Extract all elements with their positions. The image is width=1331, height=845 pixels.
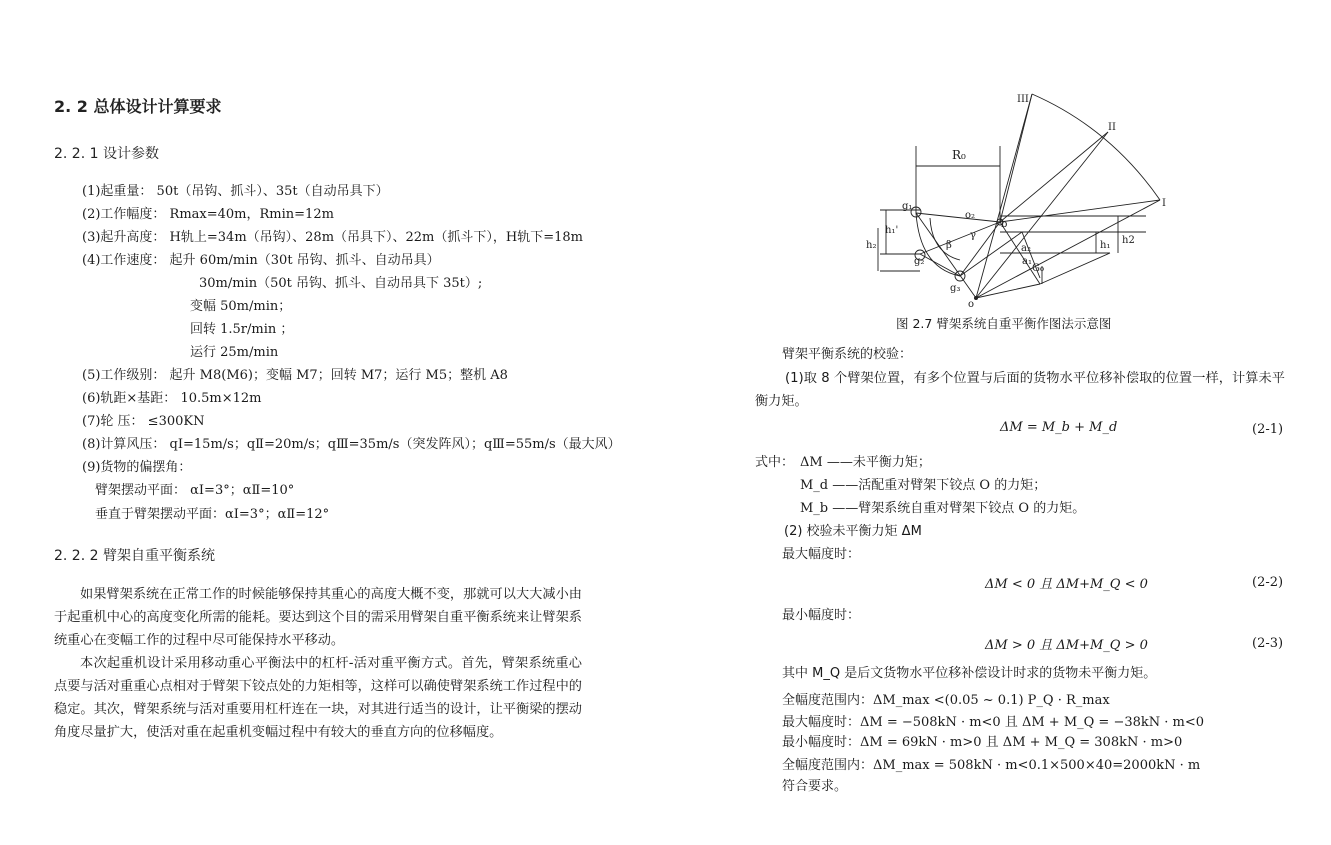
min-label: 最小幅度时： bbox=[782, 608, 861, 623]
body-paragraph: 如果臂架系统在正常工作的时候能够保持其重心的高度大概不变，那就可以大大减小由于起重机中心的高度变化所需的能耗。要达到这个目的需采用臂架自重平衡系统来让臂架系统重心在变幅工作的过程中尽可能保持水平移动。 bbox=[54, 587, 582, 648]
param-line: (9)货物的偏摆角： bbox=[82, 460, 192, 475]
equation-number: (2-3) bbox=[1252, 636, 1284, 651]
param-line: 运行 25m/min bbox=[190, 345, 279, 360]
svg-text:II: II bbox=[1108, 122, 1116, 133]
svg-text:g₁: g₁ bbox=[902, 201, 913, 212]
svg-text:III: III bbox=[1017, 94, 1029, 105]
param-line: (7)轮 压： ≤300KN bbox=[82, 414, 205, 429]
where-definition: M_d ——活配重对臂架下铰点 O 的力矩； bbox=[800, 478, 1047, 493]
svg-text:h₁': h₁' bbox=[885, 225, 899, 236]
param-line: (5)工作级别： 起升 M8(M6)；变幅 M7；回转 M7；运行 M5；整机 A8 bbox=[82, 368, 508, 383]
item1-text: (1)取 8 个臂架位置，有多个位置与后面的货物水平位移补偿取的位置一样，计算未平衡力矩。 bbox=[755, 371, 1285, 409]
svg-text:g₂: g₂ bbox=[914, 256, 925, 267]
equation-2-3: ΔM > 0 且 ΔM+M_Q > 0 bbox=[985, 638, 1148, 653]
param-line: (6)轨距×基距： 10.5m×12m bbox=[82, 391, 262, 406]
svg-text:o: o bbox=[968, 299, 975, 310]
boom-balance-diagram bbox=[860, 88, 1180, 310]
svg-text:G₀: G₀ bbox=[1032, 263, 1044, 274]
svg-text:h2: h2 bbox=[1122, 235, 1135, 246]
svg-text:γ: γ bbox=[970, 230, 976, 241]
subsection-title-params: 2. 2. 1 设计参数 bbox=[54, 146, 159, 162]
param-line: (3)起升高度： H轨上=34m（吊钩）、28m（吊具下）、22m（抓斗下），H轨下=18m bbox=[82, 230, 583, 245]
svg-text:a₂: a₂ bbox=[1021, 243, 1031, 254]
param-line: 垂直于臂架摆动平面：αⅠ=3°；αⅡ=12° bbox=[95, 507, 330, 522]
svg-text:I: I bbox=[1162, 198, 1166, 209]
equation-2-1: ΔM = M_b + M_d bbox=[1000, 420, 1118, 435]
subsection-title-balance: 2. 2. 2 臂架自重平衡系统 bbox=[54, 548, 215, 564]
result-line: 全幅度范围内：ΔM_max = 508kN · m<0.1×500×40=2000kN · m bbox=[782, 758, 1201, 773]
body-paragraph: 本次起重机设计采用移动重心平衡法中的杠杆-活对重平衡方式。首先，臂架系统重心点要与活对重重心点相对于臂架下铰点处的力矩相等，这样可以确使臂架系统工作过程中的稳定。其次，臂架系统与活对重要用杠杆连在一块，对其进行适当的设计，让平衡梁的摆动角度尽量扩大，使活对重在起重机变幅过程中有较大的垂直方向的位移幅度。 bbox=[54, 656, 582, 740]
param-line: 30m/min（50t 吊钩、抓斗、自动吊具下 35t）; bbox=[199, 276, 483, 291]
param-line: (1)起重量： 50t（吊钩、抓斗）、35t（自动吊具下） bbox=[82, 184, 389, 199]
section-title: 2. 2 总体设计计算要求 bbox=[54, 97, 222, 116]
param-line: 臂架摆动平面： αⅠ=3°；αⅡ=10° bbox=[95, 483, 295, 498]
param-line: (2)工作幅度： Rmax=40m，Rmin=12m bbox=[82, 207, 334, 222]
svg-text:o₂: o₂ bbox=[965, 210, 976, 221]
param-line: 回转 1.5r/min ； bbox=[190, 322, 294, 337]
conclusion-text: 符合要求。 bbox=[782, 779, 848, 794]
max-label: 最大幅度时： bbox=[782, 547, 861, 562]
equation-number: (2-1) bbox=[1252, 422, 1284, 437]
note-text: 其中 M_Q 是后文货物水平位移补偿设计时求的货物未平衡力矩。 bbox=[782, 666, 1157, 681]
svg-text:b: b bbox=[1001, 219, 1008, 230]
svg-text:h₁: h₁ bbox=[1100, 240, 1111, 251]
where-definition: M_b ——臂架系统自重对臂架下铰点 O 的力矩。 bbox=[800, 501, 1086, 516]
param-line: (8)计算风压： qⅠ=15m/s；qⅡ=20m/s；qⅢ=35m/s（突发阵风）；qⅢ=55m/s（最大风） bbox=[82, 437, 621, 452]
check-title: 臂架平衡系统的校验： bbox=[782, 347, 913, 362]
where-label: 式中： bbox=[755, 455, 795, 470]
equation-number: (2-2) bbox=[1252, 575, 1284, 590]
result-line: 最小幅度时：ΔM = 69kN · m>0 且 ΔM + M_Q = 308kN · m>0 bbox=[782, 735, 1183, 750]
svg-text:R₀: R₀ bbox=[952, 148, 966, 162]
item2-text: (2) 校验未平衡力矩 ΔM bbox=[784, 524, 922, 539]
svg-text:g₃: g₃ bbox=[950, 283, 961, 294]
param-line: 变幅 50m/min； bbox=[190, 299, 292, 314]
svg-text:h₂: h₂ bbox=[866, 240, 877, 251]
svg-text:a₁: a₁ bbox=[1022, 256, 1032, 267]
svg-text:β: β bbox=[946, 240, 952, 251]
where-definition: ΔM ——未平衡力矩； bbox=[800, 455, 931, 470]
param-line: (4)工作速度： 起升 60m/min（30t 吊钩、抓斗、自动吊具） bbox=[82, 253, 440, 268]
result-line: 全幅度范围内：ΔM_max <(0.05 ~ 0.1) P_Q · R_max bbox=[782, 693, 1110, 708]
figure-caption: 图 2.7 臂架系统自重平衡作图法示意图 bbox=[896, 316, 1112, 331]
equation-2-2: ΔM < 0 且 ΔM+M_Q < 0 bbox=[985, 577, 1148, 592]
result-line: 最大幅度时：ΔM = −508kN · m<0 且 ΔM + M_Q = −38kN · m<0 bbox=[782, 715, 1205, 730]
